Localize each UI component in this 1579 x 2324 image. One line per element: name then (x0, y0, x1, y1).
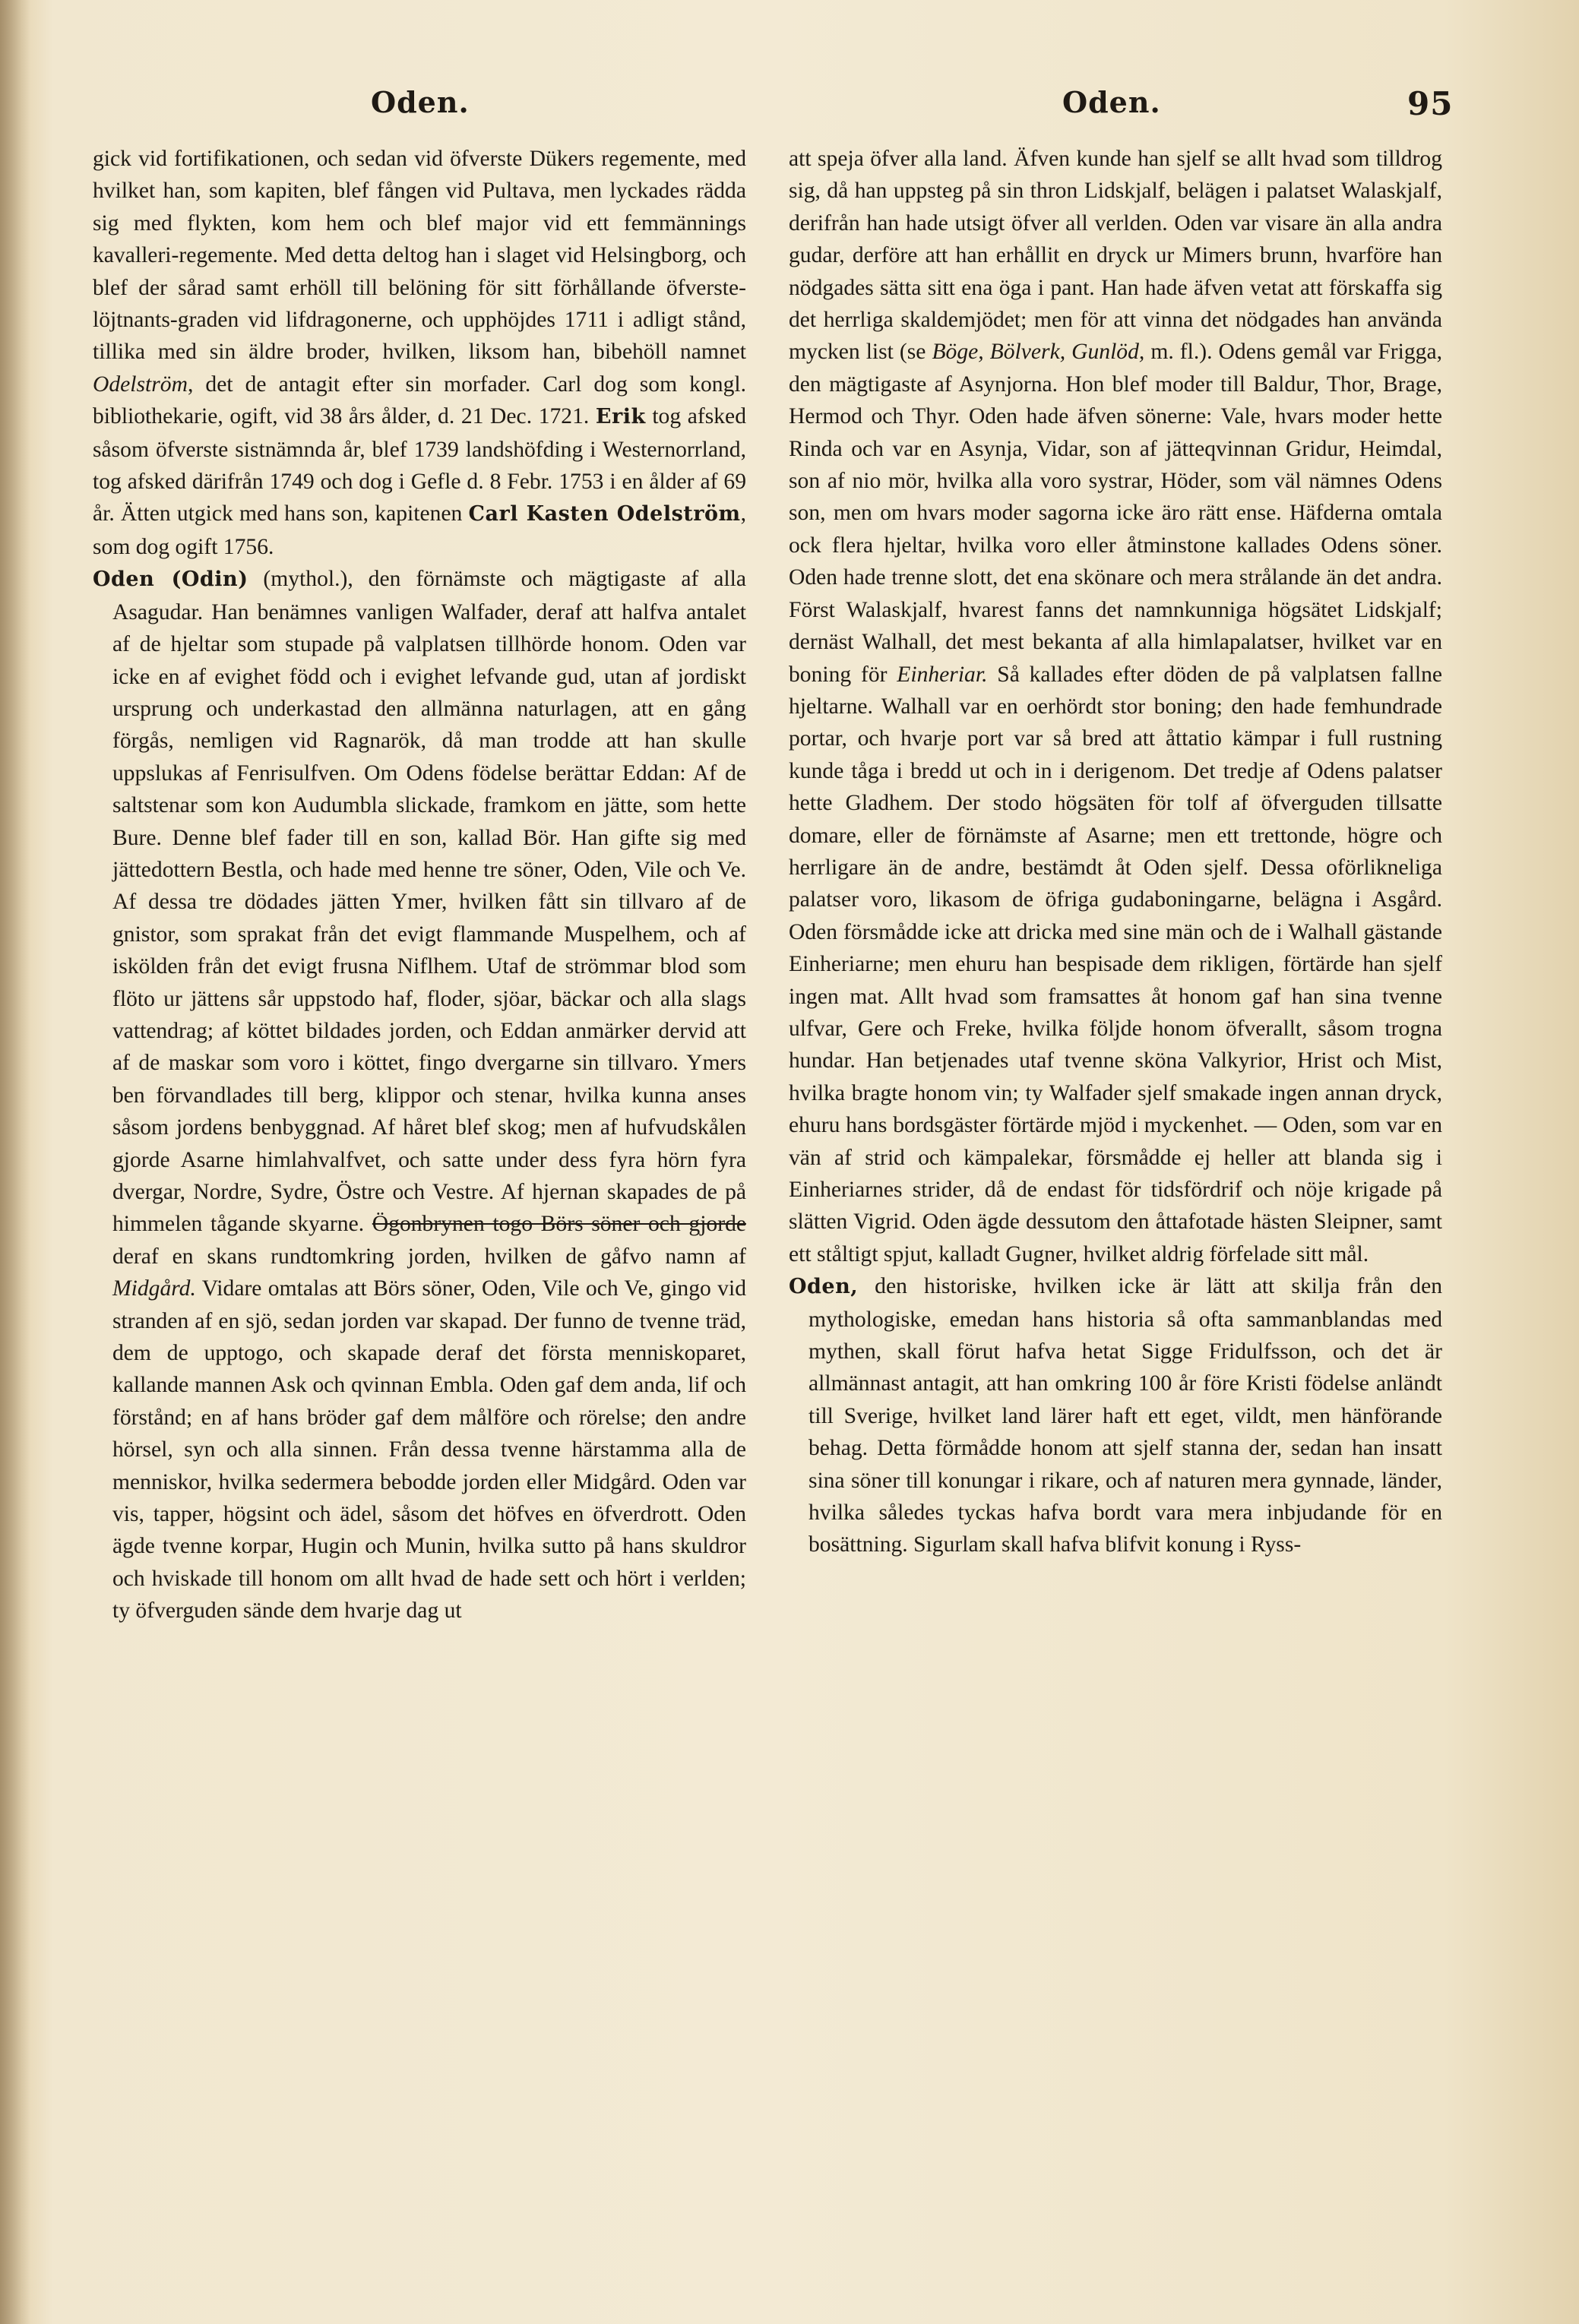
page-number: 95 (1407, 85, 1454, 122)
binding-shadow (0, 0, 30, 2324)
italic-term-midgard: Midgård. (112, 1276, 196, 1301)
left-column (93, 143, 746, 1627)
text-run: gick vid fortifikationen, och sedan vid öfverste Dükers regemente, med hvilket han, som kapiten, blef fången vid Pultava, men lyckades rädda sig med flykten, kom hem och blef major vid ett femmännings kavalleri-regemente. Med detta deltog han i slaget vid Helsingborg, och blef der sårad samt erhöll till belöning för sitt förhållande öfverste-löjtnants-graden vid lifdragonerne, och upphöjdes 1711 i adligt stånd, tillika med sin äldre broder, hvilken, liksom han, bibehöll namnet (93, 147, 746, 365)
text-run: Vidare omtalas att Börs söner, Oden, Vile och Ve, gingo vid stranden af en sjö, sedan jorden var skapad. Der funno de tvenne träd, dem de upptogo, och skapade deraf det första menniskoparet, kallande mannen Ask och qvinnan Embla. Oden gaf dem anda, lif och förstånd; en af hans bröder gaf dem målföre och rörelse; den andre hörsel, syn och alla sinnen. Från dessa tvenne härstamma alla de menniskor, hvilka sedermera bebodde jorden eller Midgård. Oden var vis, tapper, högsint och ädel, såsom det höfves en öfverdrott. Oden ägde tvenne korpar, Hugin och Munin, hvilka sutto på hans skuldror och hviskade till honom om allt hvad de hade sett och hört i verlden; ty öfverguden sände dem hvarje dag ut (112, 1276, 746, 1624)
struck-through-text: Ögonbrynen togo Börs söner och gjorde (372, 1212, 746, 1237)
running-head-left: Oden. (371, 85, 470, 119)
text-run: Så kallades efter döden de på valplatsen fallne hjeltarne. Walhall var en oerhördt stor boning; den hade femhundrade portar, och hvarje port var så bred att åttatio kämpar i full rustning kunde tåga i bredd ut och in i derigenom. Det tredje af Odens palatser hette Gladhem. Der stodo högsäten för tolf af öfverguden tillsatte domare, eller de förnämste af Asarne; men ett trettonde, högre och herrligare än de andre, bestämdt åt Oden sjelf. Dessa oförlikneliga palatser voro, likasom de öfriga gudaboningarne, belägna i Asgård. Oden försmådde icke att dricka med sine män och de i Walhall gästande Einheriarne; men ehuru han bespisade dem rikligen, förtärde han sjelf ingen mat. Allt hvad som framsattes åt honom gaf han sina tvenne ulfvar, Gere och Freke, hvilka följde honom öfverallt, såsom trogna hundar. Han betjenades utaf tvenne sköna Valkyrior, Hrist och Mist, hvilka bragte honom vin; ty Walfader sjelf smakade ingen annan dryck, ehuru hans bordsgäster förtärde mjöd i myckenhet. — Oden, som var en vän af strid och kämpalekar, försmådde ej heller att blanda sig i Einheriarnes strider, då de endast för tidsfördrif och nöje krigade på slätten Vigrid. Oden ägde dessutom den åttafotade hästen Sleipner, samt ett ståltigt spjut, kalladt Gugner, hvilket aldrig förfelade sitt mål. (789, 662, 1442, 1266)
text-run: deraf en skans rundtomkring jorden, hvilken de gåfvo namn af (112, 1244, 746, 1269)
entry-headword: Oden, (789, 1275, 859, 1299)
text-run: (mythol.), den förnämste och mägtigaste af alla Asagudar. Han benämnes vanligen Walfader, deraf att halfva antalet af de hjeltar som stupade på valplatsen tillhörde honom. Oden var icke en af evighet född och i evighet lefvande gud, utan af jordiskt ursprung och underkastad den allmänna naturlagen, att en gång förgås, nemligen vid Ragnarök, då man trodde att han skulle uppslukas af Fenrisulfven. Om Odens födelse berättar Eddan: Af de saltstenar som kon Audumbla slickade, framkom en jätte, som hette Bure. Denne blef fader till en son, kallad Bör. Han gifte sig med jättedottern Bestla, och hade med henne tre söner, Oden, Vile och Ve. Af dessa tre dödades jätten Ymer, hvilken fått sin tillvaro af de gnistor, som sprakat från det evigt flammande Muspelhem, och af iskölden från det evigt frusna Niflhem. Utaf de strömmar blod som flöto ur jättens sår uppstodo haf, floder, sjöar, bäckar och alla slags vattendrag; af köttet bildades jorden, och Eddan anmärker dervid att af de maskar som voro i köttet, fingo dvergarne sin tillvaro. Ymers ben förvandlades till berg, klippor och stenar, hvilka kunna anses såsom jordens benbyggnad. Af håret blef skog; men af hufvudskålen gjorde Asarne himlahvalfvet, och satte under dess fyra hörn fyra dvergar, Nordre, Sydre, Östre och Vestre. Af hjernan skapades de på himmelen tågande skyarne. (112, 567, 746, 1237)
running-head-right: Oden. (1062, 85, 1161, 119)
text-run: m. fl.). Odens gemål var Frigga, den mägtigaste af Asynjorna. Hon blef moder till Baldur, Thor, Brage, Hermod och Thyr. Oden hade äfven sönerne: Vale, hvars moder hette Rinda och var en Asynja, Vidar, son af jätteqvinnan Gridur, Heimdal, son af nio mör, hvilka alla voro systrar, Höder, som väl nämnes Odens son, men om hvars moder sagorna icke äro rätt ense. Häfderna omtala ock flera hjeltar, hvilka voro eller åtminstone kallades Odens söner. Oden hade trenne slott, det ena skönare och mera strålande än det andra. Först Walaskjalf, hvarest fanns det namnkunniga högsätet Lidskjalf; dernäst Walhall, det mest bekanta af alla himlapalatser, hvilket var en boning för (789, 340, 1442, 687)
text-run: , som dog ogift 1756. (93, 501, 746, 559)
entry-headword: Oden (Odin) (93, 568, 248, 592)
entry-oden-historical (789, 1270, 1442, 1561)
text-run: den historiske, hvilken icke är lätt att skilja från den mythologiske, emedan hans historia så ofta sammanblandas med mythen, skall förut hafva hetat Sigge Fridulfsson, och det är allmännast antagit, att han omkring 100 år före Kristi födelse anländt till Sverige, hvilket land lärer haft ett eget, vildt, men hänförande behag. Detta förmådde honom att sjelf stanna der, sedan han insatt sina söner till konungar i rikare, och af naturen mera gynnade, länder, hvilka således tyckas hafva bordt vara mera inbjudande för en bosättning. Sigurlam skall hafva blifvit konung i Ryss- (808, 1274, 1442, 1557)
italic-name: Odelström (93, 372, 188, 397)
text-run: , det de antagit efter sin morfader. Carl dog som kongl. bibliothekarie, ogift, vid 38 års ålder, d. 21 Dec. 1721. (93, 372, 746, 429)
italic-term-einheriar: Einheriar. (897, 662, 988, 687)
entry-oden-mythological (93, 563, 746, 1627)
italic-cross-references: Böge, Bölverk, Gunlöd, (932, 340, 1145, 365)
paragraph-odelstrom-continuation (93, 143, 746, 563)
text-run: att speja öfver alla land. Äfven kunde han sjelf se allt hvad som tilldrog sig, då han uppsteg på sin thron Lidskjalf, belägen i palatset Walaskjalf, derifrån han hade utsigt öfver all verlden. Oden var visare än alla andra gudar, derföre att han erhållit en dryck ur Mimers brunn, hvarföre han nödgades sätta sitt ena öga i pant. Han hade äfven vetat att förskaffa sig det herrliga skaldemjödet; men för att vinna det nödgades han använda mycken list (se (789, 147, 1442, 365)
text-run: tog afsked såsom öfverste sistnämnda år, blef 1739 landshöfding i Westernorrland, tog afsked därifrån 1749 och dog i Gefle d. 8 Febr. 1753 i en ålder af 69 år. Ätten utgick med hans son, kapitenen (93, 404, 746, 526)
bold-name-erik: Erik (595, 405, 646, 429)
right-column (789, 143, 1442, 1561)
paragraph-oden-continuation (789, 143, 1442, 1270)
bold-name-carl-kasten: Carl Kasten Odelström (468, 502, 741, 526)
